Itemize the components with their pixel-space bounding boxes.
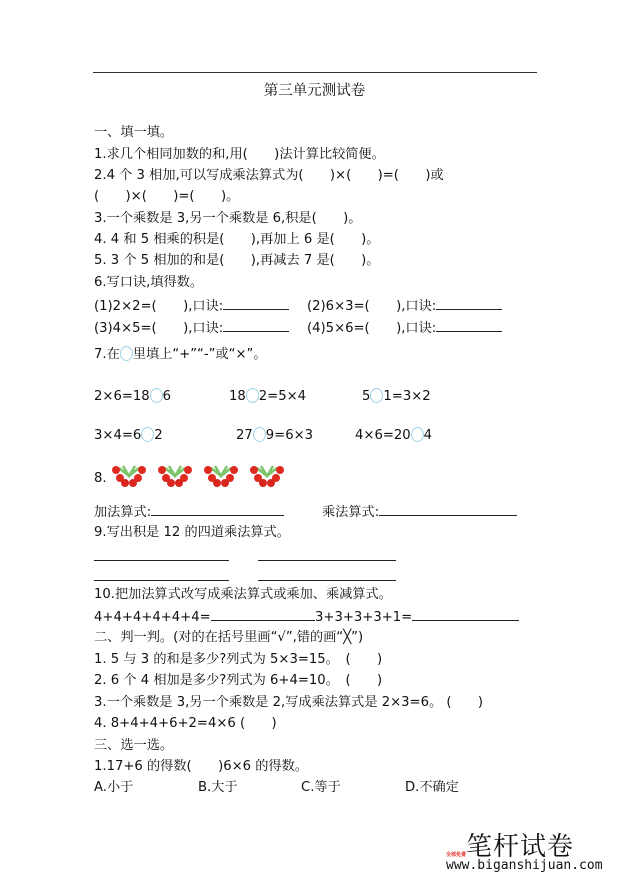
operator-circle-input[interactable] [370,388,383,403]
answer-blank[interactable] [436,318,502,332]
cherry-bunch-icons [111,471,292,486]
q7-row2-item2: 27 9=6×3 [236,428,314,443]
free-badge: 全部免费 [446,852,467,858]
question-1-5: 5. 3 个 5 相加的和是( ),再减去 7 是( )。 [94,253,380,268]
answer-blank[interactable] [258,580,396,581]
q10-expr-2: 3+3+3+3+1= [315,607,519,627]
question-1-2-line2: ( )×( )=( )。 [94,189,240,204]
choice-option-d[interactable]: D.不确定 [405,780,459,795]
site-logo-text: 笔杆试卷 [466,832,575,862]
choice-option-a[interactable]: A.小于 [94,780,134,795]
answer-blank[interactable] [211,607,315,621]
judge-item-4: 4. 8+4+4+6+2=4×6 ( ) [94,716,277,731]
operator-circle-input[interactable] [150,388,163,403]
cherry-bunch-icon [203,462,239,488]
question-1-3: 3.一个乘数是 3,另一个乘数是 6,积是( )。 [94,211,362,226]
q7-row2-item3: 4×6=20 4 [355,428,433,443]
answer-blank[interactable] [94,580,229,581]
choice-question-1: 1.17+6 的得数( )6×6 的得数。 [94,759,308,774]
addition-answer-blank[interactable] [151,502,284,516]
q6-item-3: (3)4×5=( ),口诀: [94,318,289,338]
q7-row2-item1: 3×4=6 2 [94,428,163,443]
cherry-bunch-icon [111,462,147,488]
q6-item-2: (2)6×3=( ),口诀: [307,296,502,316]
header-rule [93,72,537,73]
operator-circle-input[interactable] [246,388,259,403]
question-1-6-prompt: 6.写口诀,填得数。 [94,275,204,290]
q7-row1-item2: 18 2=5×4 [229,389,307,404]
answer-blank[interactable] [223,318,289,332]
q6-item-1: (1)2×2=( ),口诀: [94,296,289,316]
operator-circle-input[interactable] [253,427,266,442]
choice-option-c[interactable]: C.等于 [301,780,341,795]
judge-item-2: 2. 6 个 4 相加是多少?列式为 6+4=10。 ( ) [94,673,383,688]
page-title: 第三单元测试卷 [263,83,366,99]
q8-multiplication-row: 乘法算式: [322,502,517,522]
answer-blank[interactable] [258,560,396,561]
question-1-1: 1.求几个相同加数的和,用( )法计算比较简便。 [94,147,385,162]
question-1-4: 4. 4 和 5 相乘的积是( ),再加上 6 是( )。 [94,232,380,247]
question-1-10-prompt: 10.把加法算式改写成乘法算式或乘加、乘减算式。 [94,587,392,602]
section-2-heading: 二、判一判。(对的在括号里画“√”,错的画“╳”) [94,630,364,645]
judge-item-1: 1. 5 与 3 的和是多少?列式为 5×3=15。 ( ) [94,652,383,667]
q7-row1-item1: 2×6=18 6 [94,389,172,404]
operator-circle-input[interactable] [141,427,154,442]
section-1-heading: 一、填一填。 [94,125,174,140]
answer-blank[interactable] [94,560,229,561]
cherry-bunch-icon [249,462,285,488]
site-url: www.biganshijuan.com [446,858,603,873]
answer-blank[interactable] [412,607,519,621]
choice-option-b[interactable]: B.大于 [198,780,238,795]
operator-circle-input[interactable] [411,427,424,442]
answer-blank[interactable] [436,296,502,310]
q8-addition-row: 加法算式: [94,502,284,522]
cherry-bunch-icon [157,462,193,488]
circle-icon [120,346,133,361]
q6-item-4: (4)5×6=( ),口诀: [307,318,502,338]
question-1-2-line1: 2.4 个 3 相加,可以写成乘法算式为( )×( )=( )或 [94,168,444,183]
question-1-7-prompt: 7.在 里填上“+”“-”或“×”。 [94,347,267,362]
judge-item-3: 3.一个乘数是 3,另一个乘数是 2,写成乘法算式是 2×3=6。 ( ) [94,695,484,710]
answer-blank[interactable] [223,296,289,310]
multiplication-answer-blank[interactable] [379,502,517,516]
section-3-heading: 三、选一选。 [94,738,174,753]
question-1-8: 8. [94,462,291,488]
q10-expr-1: 4+4+4+4+4+4= [94,607,315,627]
question-1-9: 9.写出积是 12 的四道乘法算式。 [94,525,290,540]
q7-row1-item3: 5 1=3×2 [362,389,431,404]
